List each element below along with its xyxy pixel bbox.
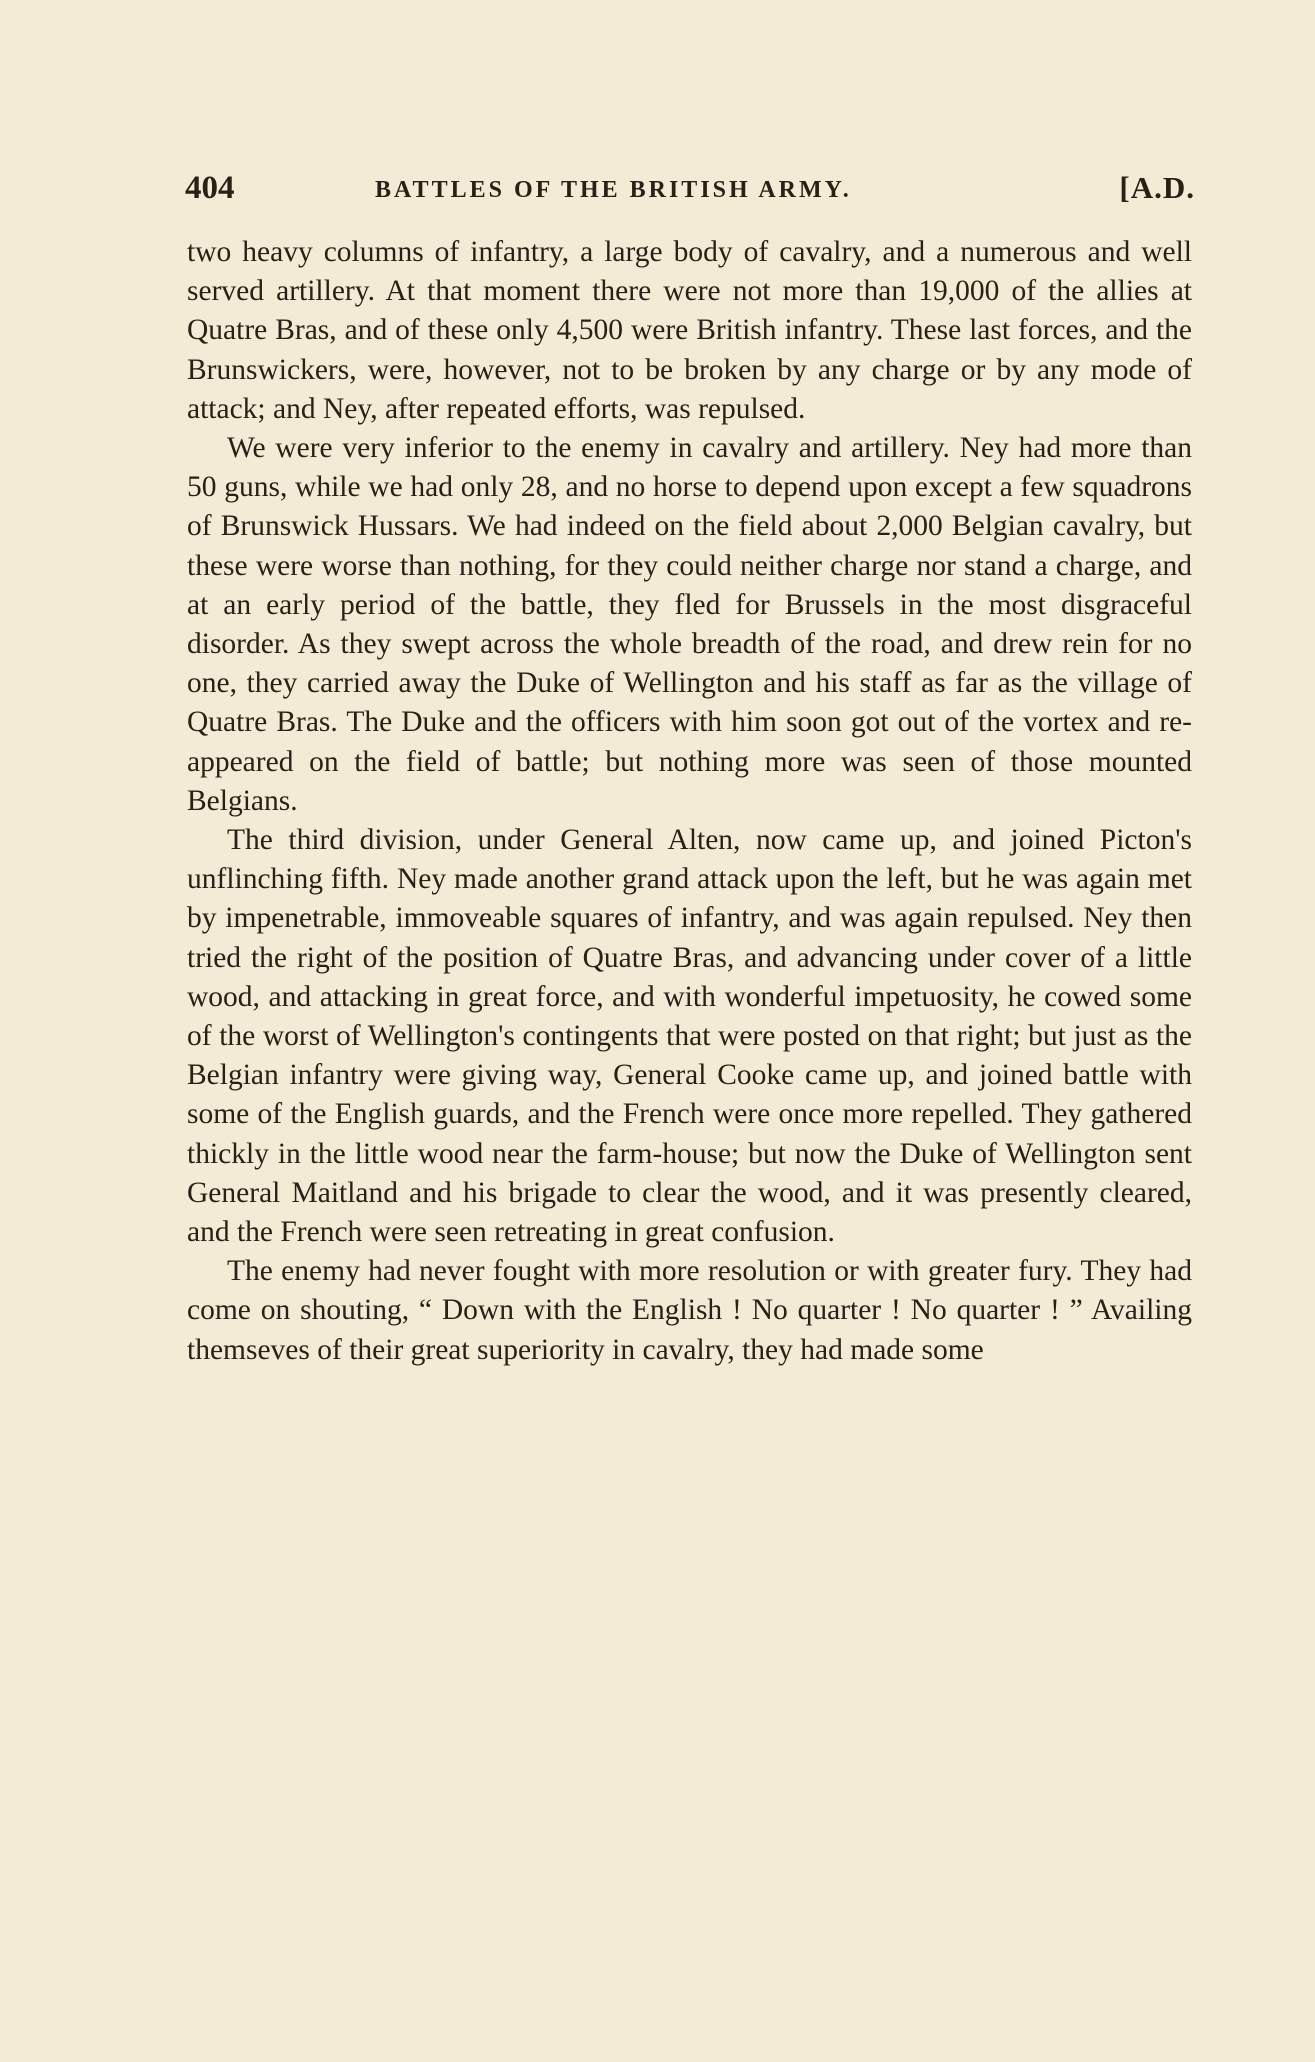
era-mark: [A.D. bbox=[1119, 170, 1195, 205]
page-number: 404 bbox=[185, 170, 235, 206]
page-header bbox=[185, 168, 1195, 208]
paragraph: We were very inferior to the enemy in cavalry and artillery. Ney had more than 50 guns, while we had only 28, and no horse to depend upon except a few squadrons of Brunswick Hussars. We had indeed on the field about 2,000 Belgian cavalry, but these were worse than nothing, for they could neither charge nor stand a charge, and at an early period of the battle, they fled for Brussels in the most disgraceful disorder. As they swept across the whole breadth of the road, and drew rein for no one, they carried away the Duke of Wellington and his staff as far as the village of Quatre Bras. The Duke and the officers with him soon got out of the vortex and re-appeared on the field of battle; but nothing more was seen of those mounted Belgians. bbox=[187, 432, 1192, 817]
body-text bbox=[187, 233, 1192, 1370]
paragraph: The enemy had never fought with more resolution or with greater fury. They had come on shouting, “ Down with the English ! No quarter ! No quarter ! ” Availing themseves of their great superiority in cavalry, they had made some bbox=[187, 1255, 1192, 1366]
paragraph: The third division, under General Alten, now came up, and joined Picton's unflinching fifth. Ney made another grand attack upon the left, but he was again met by impenetrable, immoveable squares of infantry, and was again repulsed. Ney then tried the right of the position of Quatre Bras, and advancing under cover of a little wood, and attacking in great force, and with wonderful impetuosity, he cowed some of the worst of Wellington's contingents that were posted on that right; but just as the Belgian infantry were giving way, General Cooke came up, and joined battle with some of the English guards, and the French were once more repelled. They gathered thickly in the little wood near the farm-house; but now the Duke of Wellington sent General Maitland and his brigade to clear the wood, and it was presently cleared, and the French were seen retreating in great confusion. bbox=[187, 824, 1192, 1249]
running-title: BATTLES OF THE BRITISH ARMY. bbox=[375, 177, 852, 203]
paragraph: two heavy columns of infantry, a large body of cavalry, and a numerous and well served artillery. At that moment there were not more than 19,000 of the allies at Quatre Bras, and of these only 4,500 were British infantry. These last forces, and the Brunswickers, were, however, not to be broken by any charge or by any mode of attack; and Ney, after repeated efforts, was repulsed. bbox=[187, 236, 1192, 425]
